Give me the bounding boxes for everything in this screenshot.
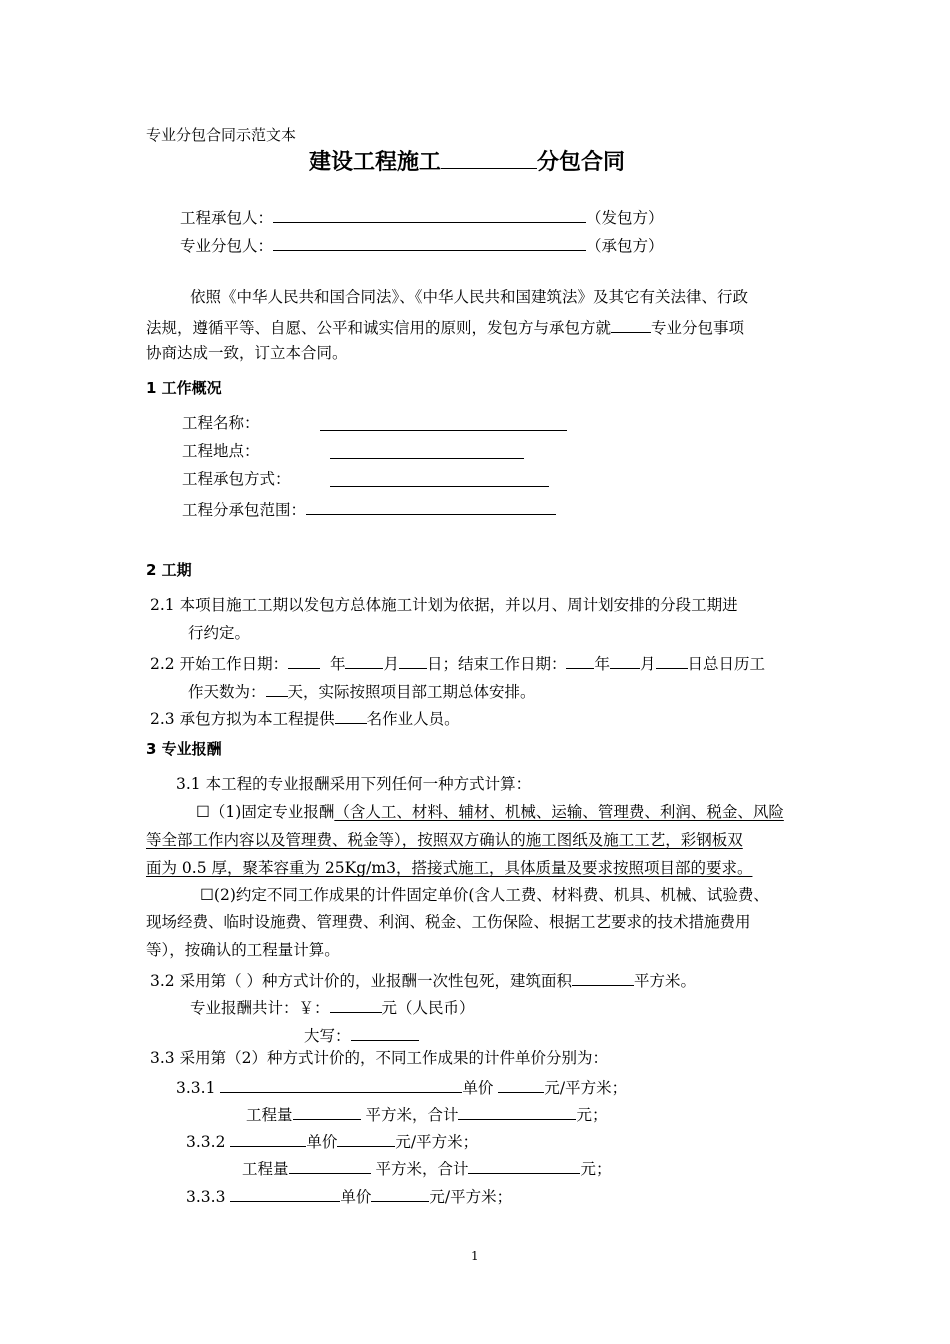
title-right: 分包合同 — [537, 150, 626, 175]
clause-3-3: 3.3 采用第（2）种方式计价的，不同工作成果的计件单价分别为： — [150, 1049, 608, 1067]
option-1-line-1: ☐（1)固定专业报酬（含人工、材料、辅材、机械、运输、管理费、利润、税金、风险 — [196, 803, 784, 821]
total-in-words: 大写： — [304, 1026, 419, 1045]
option-2-checkbox[interactable]: ☐ — [200, 886, 214, 904]
item-3-3-2-qty: 工程量 平方米，合计 元； — [242, 1160, 612, 1178]
clause-2-2-cont: 作天数为： 天，实际按照项目部工期总体安排。 — [188, 683, 536, 701]
option-2-line-2: 现场经费、临时设施费、管理费、利润、税金、工伤保险、根据工艺要求的技术措施费用 — [146, 913, 751, 931]
subcontractor-blank — [273, 236, 586, 251]
option-1-checkbox[interactable]: ☐ — [196, 803, 210, 821]
section-2-heading: 2 工期 — [146, 561, 192, 579]
clause-2-1-cont: 行约定。 — [188, 624, 251, 642]
item-3-3-2: 3.3.2 单价 元/平方米； — [186, 1133, 479, 1151]
project-name-blank — [320, 416, 567, 431]
clause-3-1: 3.1 本工程的专业报酬采用下列任何一种方式计算： — [176, 775, 532, 793]
clause-3-2: 3.2 采用第（ ）种方式计价的，业报酬一次性包死，建筑面积 平方米。 — [150, 972, 697, 990]
intro-line-2: 法规，遵循平等、自愿、公平和诚实信用的原则，发包方与承包方就 专业分包事项 — [146, 319, 745, 337]
field-project-location: 工程地点： — [182, 442, 260, 460]
section-1-heading: 1 工作概况 — [146, 379, 222, 397]
total-fee: 专业报酬共计：￥： 元（人民币） — [190, 999, 475, 1017]
clause-2-2: 2.2 开始工作日期： 年 月 日；结束工作日期： 年 月 日总日历工 — [150, 655, 766, 673]
section-3-heading: 3 专业报酬 — [146, 740, 222, 758]
option-1-line-2: 等全部工作内容以及管理费、税金等），按照双方确认的施工图纸及施工工艺，彩钢板双 — [146, 831, 743, 849]
field-subcontract-scope: 工程分承包范围： — [182, 500, 556, 519]
contractor-blank — [273, 208, 586, 223]
party-subcontractor: 专业分包人： （承包方） — [180, 237, 664, 255]
intro-line-3: 协商达成一致，订立本合同。 — [146, 344, 348, 362]
party-contractor: 工程承包人： （发包方） — [180, 209, 664, 227]
header-note: 专业分包合同示范文本 — [146, 126, 297, 144]
option-1-line-3: 面为 0.5 厚，聚苯容重为 25Kg/m3，搭接式施工，具体质量及要求按照项目部的要求。 — [146, 859, 753, 877]
field-contract-method: 工程承包方式： — [182, 470, 291, 488]
contract-method-blank — [330, 472, 549, 487]
title-left: 建设工程施工 — [309, 150, 442, 175]
item-3-3-1: 3.3.1 单价 元/平方米； — [176, 1079, 628, 1097]
item-3-3-3: 3.3.3 单价 元/平方米； — [186, 1188, 513, 1206]
clause-2-3: 2.3 承包方拟为本工程提供 名作业人员。 — [150, 710, 460, 728]
clause-2-1: 2.1 本项目施工工期以发包方总体施工计划为依据，并以月、周计划安排的分段工期进 — [150, 596, 738, 614]
field-project-name: 工程名称： — [182, 414, 260, 432]
intro-line-1: 依照《中华人民共和国合同法》、《中华人民共和国建筑法》及其它有关法律、行政 — [190, 288, 749, 306]
option-2-line-3: 等），按确认的工程量计算。 — [146, 941, 340, 959]
page-number: 1 — [471, 1249, 479, 1263]
item-3-3-1-qty: 工程量 平方米，合计 元； — [246, 1106, 608, 1124]
document-title — [309, 148, 625, 174]
project-location-blank — [330, 444, 524, 459]
option-2-line-1: ☐(2)约定不同工作成果的计件固定单价(含人工费、材料费、机具、机械、试验费、 — [200, 886, 769, 904]
